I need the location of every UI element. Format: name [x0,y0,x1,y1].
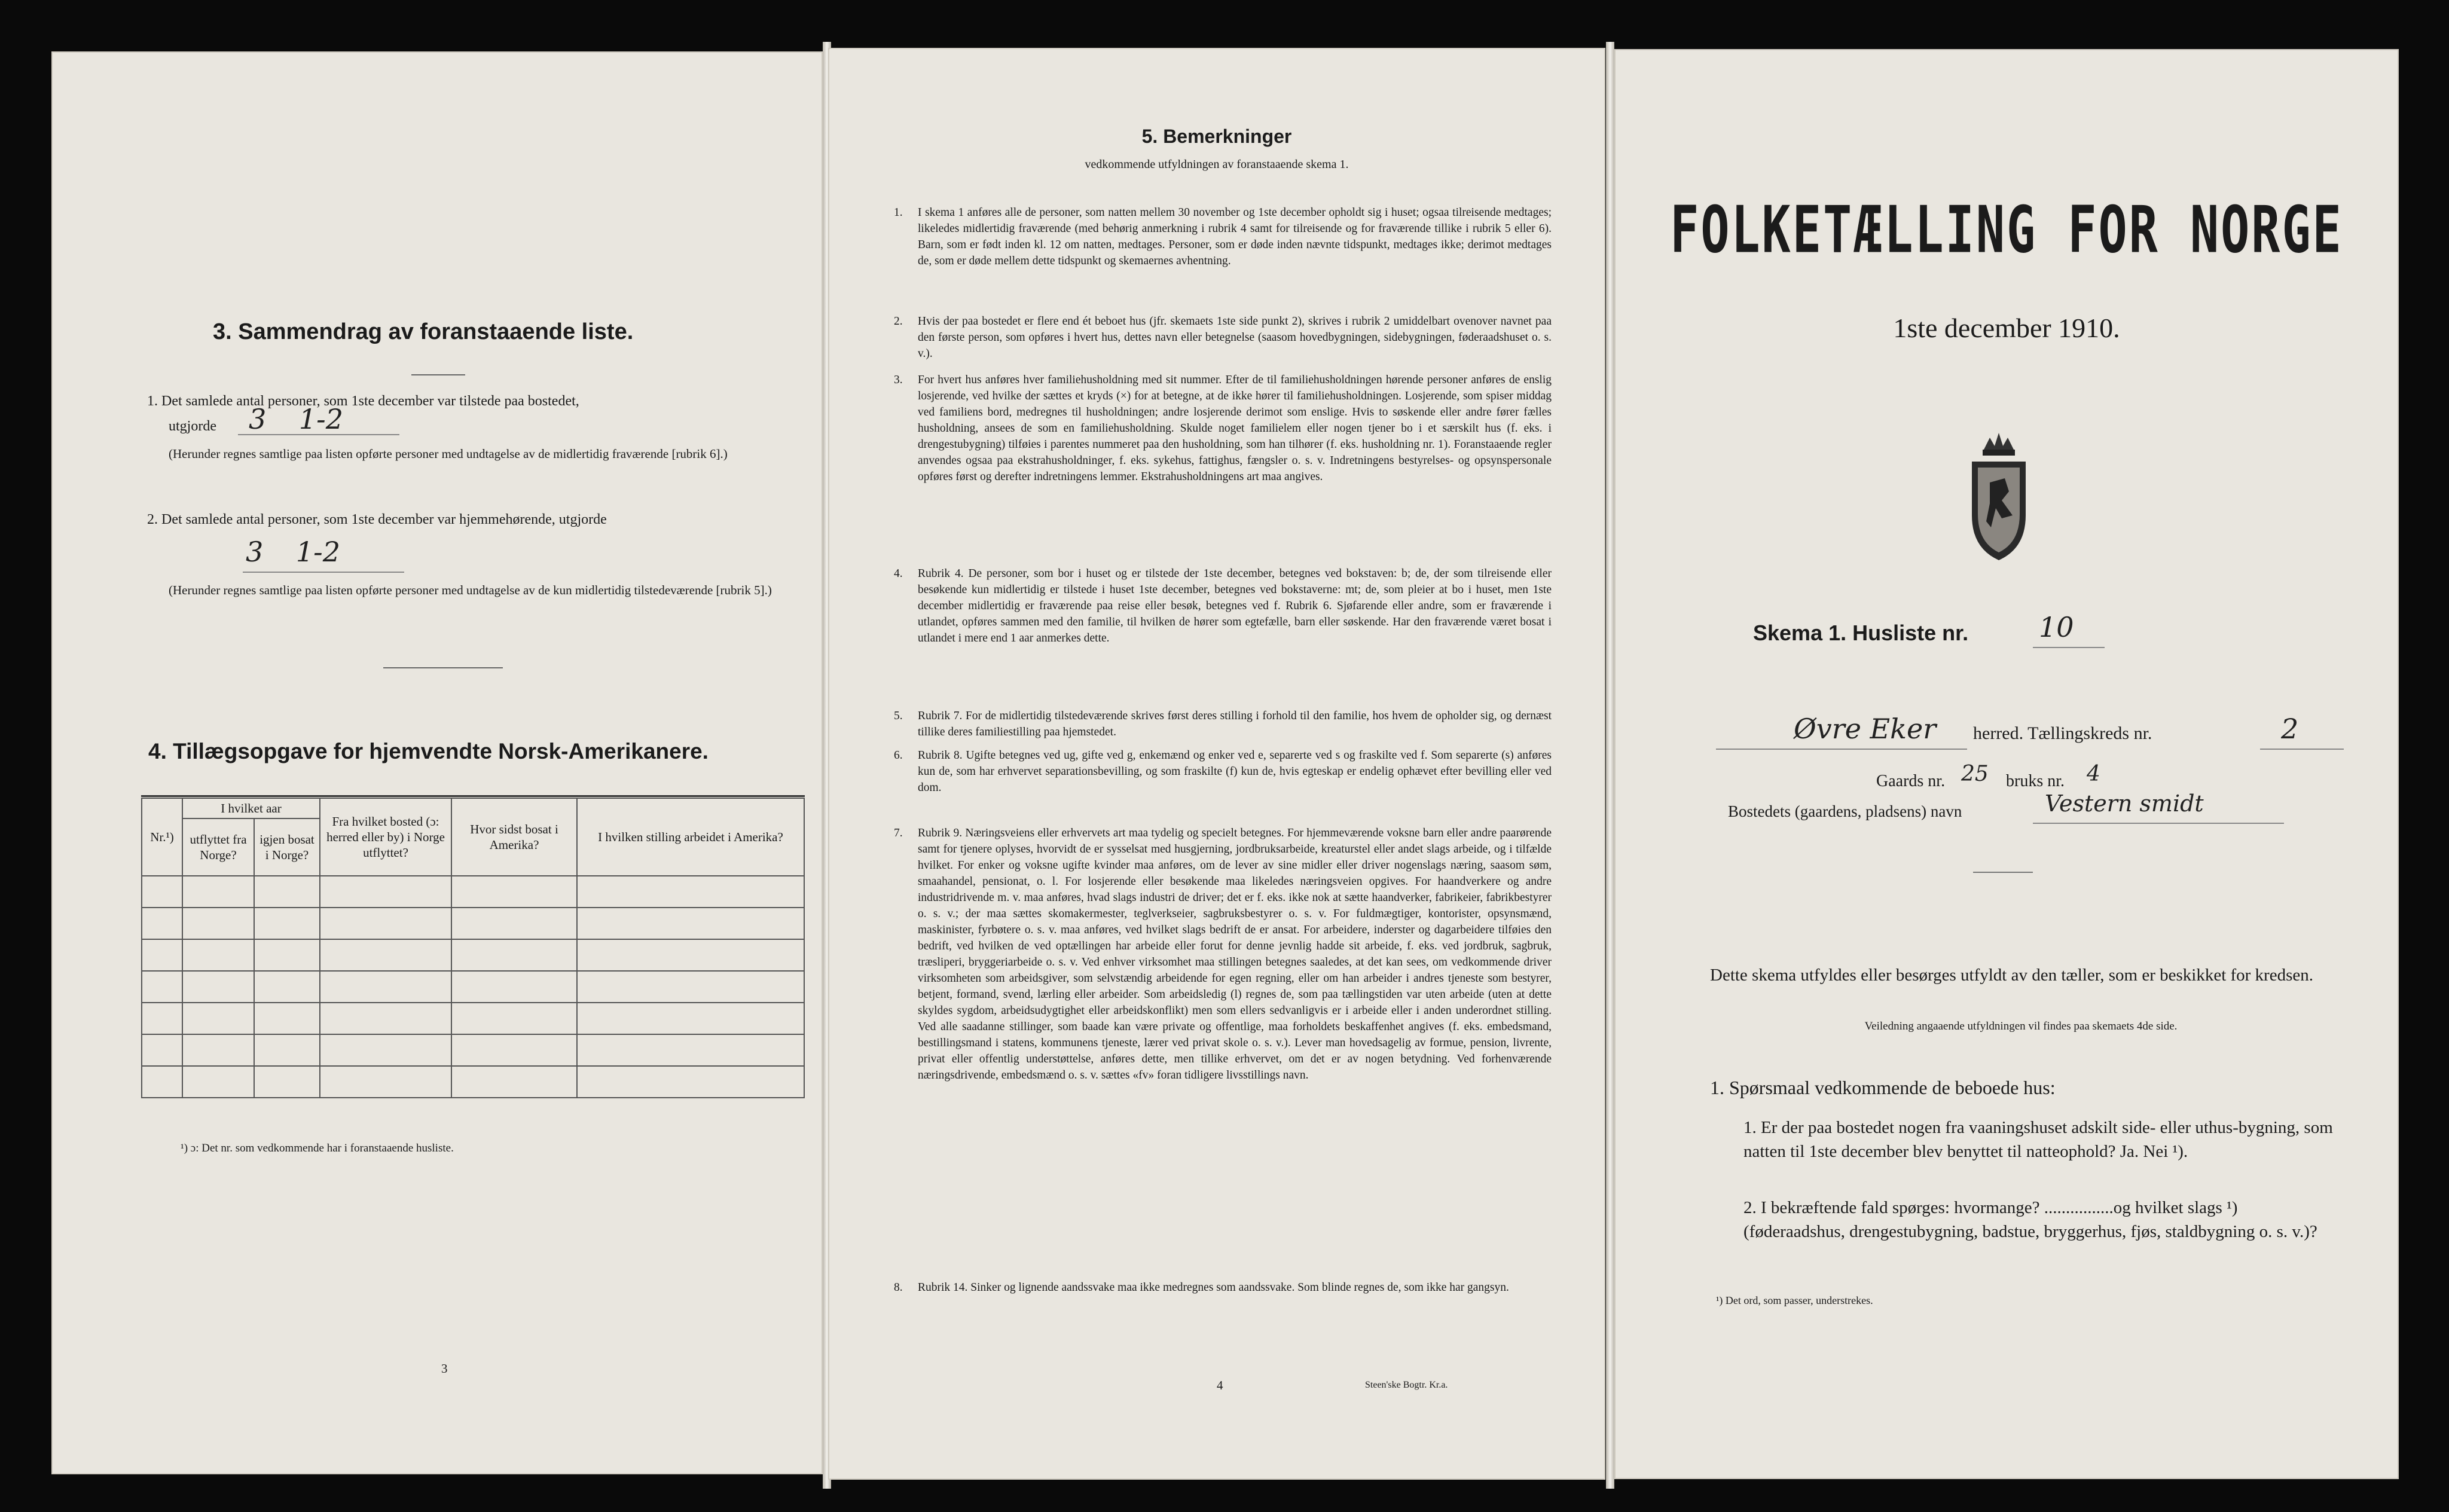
col-nr: Nr.¹) [142,798,182,876]
table-cell [182,1066,254,1098]
table-cell [254,1003,320,1034]
item1-note: (Herunder regnes samtlige paa listen opførte personer med undtagelse av de midlertidig fraværende [rubrik 6].) [169,447,728,461]
table-cell [182,939,254,971]
section3-title: 3. Sammendrag av foranstaaende liste. [213,319,634,344]
item2-text: 2. Det samlede antal personer, som 1ste december var hjemmehørende, utgjorde [147,512,607,527]
question1-1: 1. Er der paa bostedet nogen fra vaaningshuset adskilt side- eller uthus-bygning, som natten til 1ste december blev benyttet til natteophold? Ja. Nei ¹). [1743,1118,2333,1161]
item2-note: (Herunder regnes samtlige paa listen opførte personer med undtagelse av de kun midlertidig tilstedeværende [rubrik 5].) [169,583,772,597]
table-cell [142,1066,182,1098]
remark-item [894,708,1552,740]
instruction-note: Veiledning angaaende utfyldningen vil findes paa skemaets 4de side. [1864,1020,2178,1033]
table-cell [182,971,254,1003]
col-utflyttet: utflyttet fra Norge? [182,818,254,876]
table-cell [320,971,451,1003]
question1-title: 1. Spørsmaal vedkommende de beboede hus: [1710,1077,2056,1098]
table-cell [142,971,182,1003]
table-cell [142,876,182,908]
table-cell [577,1066,804,1098]
col-stilling: I hvilken stilling arbeidet i Amerika? [577,798,804,876]
table-cell [320,876,451,908]
table-row [142,1034,804,1066]
herred-fill-line [1716,749,1967,750]
table-cell [320,1034,451,1066]
col-amerika: Hvor sidst bosat i Amerika? [451,798,577,876]
item1-handwritten-value: 3 1-2 [249,403,343,435]
remark-number: 4. [894,567,903,580]
instruction-text: Dette skema utfyldes eller besørges utfyldt av den tæller, som er beskikket for kredsen. [1710,966,2313,985]
right-footnote: ¹) Det ord, som passer, understrekes. [1716,1294,1873,1306]
remark-item [894,566,1552,646]
table-cell [142,908,182,939]
table-cell [577,876,804,908]
table-cell [142,1003,182,1034]
col-igjen: igjen bosat i Norge? [254,818,320,876]
section4-title: 4. Tillægsopgave for hjemvendte Norsk-Amerikanere. [148,739,709,763]
table-cell [182,908,254,939]
remark-text: I skema 1 anføres alle de personer, som natten mellem 30 november og 1ste december opholdt sig i huset; ogsaa tilreisende medtages; likeledes midlertidig fraværende (med behørig anmerkning i rubrik 4 samt for tilreisende og for fraværende tillike i rubrik 5 eller 6). Barn, som er født inden kl. 12 om natten, medtages. Personer, som er døde inden nævnte tidspunkt, medtages ikke; derimot medtages de, som er døde mellem dette tidspunkt og skemaernes avhentning. [918,206,1552,267]
remark-number: 2. [894,315,903,328]
table-cell [254,971,320,1003]
table-cell [320,1066,451,1098]
table-footnote: ¹) ɔ: Det nr. som vedkommende har i foranstaaende husliste. [181,1142,454,1154]
census-title: FOLKETÆLLING FOR NORGE [1670,192,2343,268]
table-top-rule [141,795,805,797]
ornament-divider [1973,872,2033,873]
bruks-nr-value: 4 [2087,762,2100,786]
remark-item [894,747,1552,796]
remark-number: 1. [894,206,903,219]
remark-text: For hvert hus anføres hver familiehusholdning med sit nummer. Efter de til familiehusholdningen hørende personer anføres de enslig losjerende, ved hvilke der sættes et kryds (×) for at betegne, at de ikke hører til familiehusholdningen. Losjerende, som spiser middag ved familiens bord, medregnes til husholdningen; andre losjerende derimot som enslige. Hvis to søskende eller andre fører fælles husholdning, ansees de som en familiehusholdning. Skulde noget familielem eller nogen tjener bo i et særskilt hus (f. eks. i drengestubygning) tilføies i parentes nummeret paa den husholdning, som han tilhører (f. eks. husholdning nr. 1). Foranstaaende regler anvendes ogsaa paa ekstrahusholdninger, f. eks. sykehus, fattighus, fængsler o. s. v. Indretningens bestyrelses- og opsynspersonale opføres først og derefter indretningens lemmer. Ekstrahusholdningens art maa angives. [918,374,1552,483]
table-cell [451,1066,577,1098]
remark-item [894,204,1552,269]
remark-number: 8. [894,1281,903,1294]
census-date: 1ste december 1910. [1893,313,2120,343]
table-cell [451,939,577,971]
page-number: 4 [1217,1378,1223,1392]
table-cell [182,1034,254,1066]
table-cell [577,908,804,939]
page-left [51,51,823,1474]
remark-number: 6. [894,749,903,762]
bosted-fill-line [2033,823,2284,824]
item1-prefix: utgjorde [169,419,216,434]
table-cell [142,939,182,971]
remark-text: Rubrik 8. Ugifte betegnes ved ug, gifte ved g, enkemænd og enker ved e, separerte ved s og fraskilte ved f. Som separerte (s) anføres kun de, som har erhvervet separationsbevilling, og som fraskilte (f) kun de, hvis egteskap er endelig ophævet efter bevilling eller ved dom. [918,749,1552,794]
table-cell [577,939,804,971]
remark-text: Rubrik 9. Næringsveiens eller erhvervets art maa tydelig og specielt betegnes. For hjemmeværende voksne barn eller andre paarørende samt for tjenere oplyses, hvorvidt de er sysselsat med husgjerning, jordbruksarbeide, kreaturstel eller andet slags arbeide, og i tilfælde hvilket. For enker og voksne ugifte kvinder maa anføres, om de lever av sine midler eller driver nogenslags næring, saasom søm, smaahandel, pensionat, o. l. For losjerende eller besøkende maa likeledes næringsveien opgives. For haandverkere og andre industridrivende m. v. maa anføres, hvad slags industri de driver; det er f. eks. ikke nok at sætte haandverker, fabrikeier, fabrikbestyrer o. s. v.; der maa sættes skomakermester, teglverkseier, sagbruksbestyrer o. s. v. For fuldmægtiger, kontorister, opsynsmænd, maskinister, fyrbøtere o. s. v. maa anføres, ved hvilket slags bedrift de er ansat. For arbeidere, inderster og dagarbeidere tilføies den bedrift, ved hvilken de ved optællingen har arbeide eller forut for denne jevnlig hadde sit arbeide, f. eks. ved jordbruk, sagbruk, træsliperi, bryggeriarbeide o. s. v. Ved enhver virksomhet maa stillingen betegnes saaledes, at det kan sees, om vedkommende driver virksomheten som arbeidsgiver, som selvstændig arbeidende for egen regning, eller om han arbeider i andres tjeneste som bestyrer, betjent, formand, svend, lærling eller arbeider. Som arbeidsledig (l) regnes de, som paa tællingstiden var uten arbeide (uten at dette skyldes sygdom, arbeidsudygtighet eller arbeidskonflikt) men som ellers sedvanligvis er i arbeide eller i anden underordnet stilling. Ved alle saadanne stillinger, som baade kan være private og offentlige, maa forholdets beskaffenhet angives (f. eks. embedsmand, bestillingsmand i statens, kommunens tjeneste, lærer ved privat skole o. s. v.). Lever man hovedsagelig av formue, pension, livrente, privat eller offentlig understøttelse, anføres dette, men tillike erhvervet, om det er av nogen betydning. Ved forhenværende næringsdrivende, embedsmænd o. s. v. sættes «fv» foran tidligere livsstillings navn. [918,827,1552,1082]
bosted-value: Vestern smidt [2045,790,2204,817]
remark-number: 5. [894,710,903,722]
table-cell [577,1034,804,1066]
page-number: 3 [441,1361,448,1376]
table-cell [182,876,254,908]
husliste-nr-value: 10 [2039,611,2074,643]
norsk-amerikanere-table [141,798,805,1098]
kreds-nr-value: 2 [2281,713,2299,745]
remarks-subtitle: vedkommende utfyldningen av foranstaaende skema 1. [1085,158,1349,171]
remark-item [894,1279,1552,1296]
col-group-year: I hvilket aar [182,798,320,818]
herred-label: herred. Tællingskreds nr. [1973,723,2152,743]
gaards-label: Gaards nr. [1876,772,1946,790]
table-row [142,876,804,908]
table-cell [320,908,451,939]
table-cell [320,939,451,971]
remark-item [894,372,1552,485]
table-cell [577,971,804,1003]
printer-mark: Steen'ske Bogtr. Kr.a. [1365,1380,1448,1390]
remark-text: Rubrik 7. For de midlertidig tilstedeværende skrives først deres stilling i forhold til den familie, hos hvem de opholder sig, og dernæst tillike deres familiestilling paa hjemstedet. [918,710,1552,738]
kreds-fill-line [2260,749,2344,750]
table-cell [451,971,577,1003]
table-cell [320,1003,451,1034]
table-cell [577,1003,804,1034]
page-right [1614,49,2399,1479]
question1-2: 2. I bekræftende fald spørges: hvormange? ................og hvilket slags ¹) (føderaadshus, drengestubygning, badstue, bryggerhus, fjøs, staldbygning o. s. v.)? [1743,1198,2317,1241]
remark-text: Rubrik 14. Sinker og lignende aandssvake maa ikke medregnes som aandssvake. Som blinde regnes de, som ikke har gangsyn. [918,1281,1509,1294]
table-row [142,1003,804,1034]
table-cell [254,1066,320,1098]
table-cell [182,1003,254,1034]
table-row [142,1066,804,1098]
item2-handwritten-value: 3 1-2 [246,536,340,568]
remark-text: Hvis der paa bostedet er flere end ét beboet hus (jfr. skemaets 1ste side punkt 2), skrives i rubrik 2 umiddelbart ovenover navnet paa den første person, som opføres i hvert hus, dettes navn eller betegnelse (saasom hovedbygningen, sidebygningen, føderaadshuset o. s. v.). [918,315,1552,360]
remark-number: 3. [894,374,903,386]
binding-fold [1606,42,1614,1489]
remark-number: 7. [894,827,903,839]
schema-label: Skema 1. Husliste nr. [1753,621,1969,645]
remark-text: Rubrik 4. De personer, som bor i huset og er tilstede der 1ste december, betegnes ved bokstaven: b; de, der som tilreisende eller besøkende kun midlertidig er tilstede i huset 1ste december, betegnes ved bokstaverne: mt; de, som pleier at bo i huset, men 1ste december midlertidig er fraværende paa reise eller besøk, betegnes ved f. Rubrik 6. Sjøfarende eller andre, som er fraværende i utlandet, opføres sammen med den familie, til hvilken de hører som egtefælle, barn eller søskende. Har den fraværende været bosat i utlandet i mere end 1 aar anmerkes dette. [918,567,1552,644]
col-bosted: Fra hvilket bosted (ɔ: herred eller by) i Norge utflyttet? [320,798,451,876]
husliste-fill-line [2033,647,2105,648]
remark-item [894,313,1552,362]
table-row [142,908,804,939]
table-row [142,939,804,971]
divider [411,374,465,375]
table-cell [451,1034,577,1066]
page-middle [828,48,1605,1480]
gaards-nr-value: 25 [1961,762,1989,786]
table-cell [451,876,577,908]
item2-fill-line [243,572,404,573]
table-cell [254,876,320,908]
remark-item [894,825,1552,1083]
table-cell [451,1003,577,1034]
herred-value: Øvre Eker [1794,713,1937,745]
table-row [142,971,804,1003]
table-cell [254,1034,320,1066]
table-cell [254,908,320,939]
remarks-title: 5. Bemerkninger [1141,126,1292,147]
bosted-label: Bostedets (gaardens, pladsens) navn [1728,802,1962,820]
table-cell [142,1034,182,1066]
coat-of-arms-icon [1960,426,2038,563]
item1-text: 1. Det samlede antal personer, som 1ste december var tilstede paa bostedet, [147,393,579,409]
divider [383,667,503,668]
table-cell [451,908,577,939]
bruks-label: bruks nr. [2006,772,2065,790]
table-cell [254,939,320,971]
